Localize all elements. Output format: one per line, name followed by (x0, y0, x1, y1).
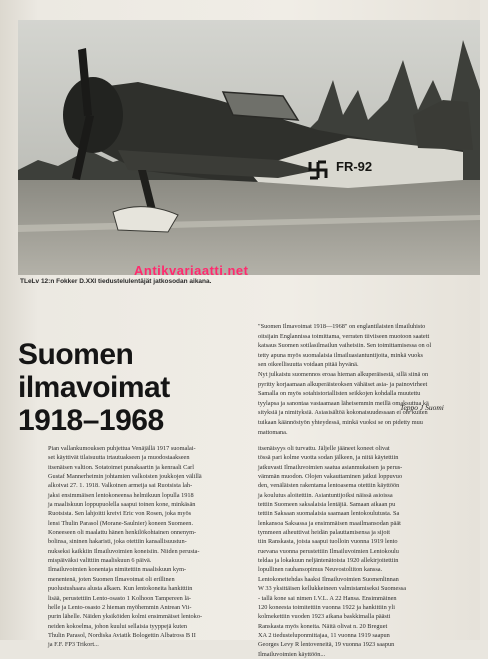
photo-caption: TLeLv 12:n Fokker D.XXI tiedustelulentäjät jatkosodan aikana. (20, 278, 212, 285)
body-line: alkoivat 27. 1. 1918. Valkoinen armeija sai Ruotsista lah- (48, 482, 193, 490)
body-line: jaksi ensimmäisen lentokoneensa helmikuun lopulla 1918 (48, 491, 194, 499)
intro-line: katsaus Suomen sotilasilmailun vaiheisiin. Sen toimittamisessa on ol (258, 342, 432, 350)
intro-line: Nyt julkaistu suomennos eroaa hieman alkuperäisestä, sillä siinä on (258, 370, 429, 378)
body-line: - tallä kone sai nimen I.V.L. A 22 Hansa. Ensimmäinen (258, 594, 397, 602)
body-line: tettiin Saksaan suomalaisia saamaan lentokoulutusta. Sa (258, 510, 400, 518)
title-line-1: Suomen (18, 338, 134, 371)
body-column-left (48, 444, 263, 650)
body-line: ja F.F. FP3 Trikort... (48, 641, 99, 649)
body-line: set käyttivät tilaisuutta irtautuakseen ja muodostaakseen (48, 454, 190, 462)
body-line: kolmekettiin vuoden 1923 aikana baskkimalla päästi (258, 613, 391, 621)
body-line: nukseksi kaikkiin Ilmailuvoimien koneisiin. Niiden perusta- (48, 547, 200, 555)
intro-line: Samalla on myös sotahistoriallisten seikkojen kohdalla muutettu (258, 390, 421, 398)
title-line-3: 1918–1968 (18, 404, 164, 437)
body-line: lisää, perustettiin Lento-osasto 1 Kolhoon Tampereen lä- (48, 594, 192, 602)
intro-line: mattomana. (258, 428, 288, 436)
intro-line: tyylapsa ja sanontaa vastaamaan läheisemmin meillä omaksuttua kä (258, 399, 429, 407)
body-line: Pian vallankumouksen puhjettua Venäjällä 1917 suomalai- (48, 445, 196, 452)
body-line: 120 koneesta toimitettiin vuonna 1922 ja hankittiin yli (258, 603, 395, 611)
aircraft-illustration (18, 20, 480, 275)
intro-line: sityksiä ja nimityksiä. Asiasisältöä kokonaisuudessaan ei ole kuiten (258, 409, 428, 417)
body-line: tettiin Suomeen saksalaisia lentäjiä. Samaan aikaan pu (258, 501, 396, 509)
body-line: mispäiväksi valittiin maaliskuun 6 päivä. (48, 557, 152, 565)
author-signature: Teppo J Suomi (400, 403, 444, 412)
intro-line: sen oikeellisuutta voidaan pitää hyvänä. (258, 361, 359, 369)
watermark-text: Antikvariaatti.net (134, 263, 249, 278)
body-line: jatkuvasti Ilmailuvoimien saatua asianmukaisen ja perus- (258, 463, 403, 471)
body-line: itsenäisyys oli turvattu. Jäljelle jääneet koneet olivat (258, 445, 390, 452)
body-line: ruevana vuonna perustettiin Ilmailuvoimien Lentokoulu (258, 547, 399, 555)
intro-line: tuikaan käännöstyön yhteydessä, minkä vuoksi se on pidetty muu (258, 418, 423, 426)
body-column-right (258, 444, 480, 659)
body-line: Ilmailuvoimien konentaja nimitettiin maaliskuun kym- (48, 566, 187, 574)
body-line: menentenä, joten Suomen Ilmavoimat oli erillinen (48, 575, 175, 583)
body-line: puolustushaara alusta alkaen. Kun lentokoneita hankittiin (48, 585, 193, 593)
body-line: tiin Ranskasta, joista saapui tuolloin vuonna 1919 lento (258, 538, 398, 546)
body-line: itsenäisen valtion. Sotatoimet punakaartin ja kenraali Carl (48, 463, 195, 471)
body-line: Koneeseen oli maalattu hänen henkilökohtainen onnenym- (48, 529, 197, 537)
body-line: Georges Levy R lentoveneitä, 19 vuonna 1923 saapun (258, 641, 395, 649)
body-line: den, venäläisten rakentama lentoasema otettiin käyttöön (258, 482, 400, 490)
body-line: bolinsa, sininen hakaristi, joka otettiin kansallisuustun- (48, 538, 187, 546)
body-line: lenkansoa Saksassa ja ensimmäisen maailmansodan päät (258, 519, 401, 527)
body-line: ja koulutus aloitettiin. Asiantuntijoiksi näissä asioissa (258, 491, 393, 499)
intro-line: tetty apuna myös suomalaisia ilmailuasiantuntijoita, minkä vuoks (258, 351, 423, 359)
body-line: lensi Thulin Parasol (Morane-Saulnier) koneen Suomeen. (48, 519, 194, 527)
body-line: teldaa ja lokakuun neljäntenätoista 1920 allekirjoitettiin (258, 557, 399, 565)
body-line: neiden kokoelma, johon kuului sellaisia tyyppejä kuten (48, 622, 188, 630)
body-line: Thulin Parasol, Nordiska Aviatik Bologettin Albatross B II (48, 631, 196, 639)
body-line: tymmeen aiheuttivat heidän palauttamisensa ja sijoit (258, 529, 391, 537)
body-line: Lentokoneitehdas haaksi Ilmailuvoimien Suomenlinnan (258, 575, 399, 583)
body-line: helle ja Lento-osasto 2 hieman myöhemmin Antrean Vii- (48, 603, 192, 611)
body-line: Gustaf Mannerheimin johtamien valkoisten joukkojen välillä (48, 473, 202, 481)
body-line: Ruotsista. Sen lahjoitti kreivi Eric von Rosen, joka myös (48, 510, 192, 518)
body-line: Ilmailuvoimien käyttöön... (258, 650, 326, 658)
intro-line: oitsijain Englannissa toimittama, verraten tiiviiseen muotoon saatett (258, 332, 430, 340)
intro-line: pyritty korjaamaan alkuperäisteoksen vähäiset asia- ja painovirheet (258, 380, 428, 388)
aircraft-marking: FR-92 (336, 159, 373, 174)
body-line: vämmän muodon. Olojen vakauttaminen jatkui loppuvuo (258, 473, 403, 481)
intro-line: "Suomen Ilmavoimat 1918—1968" on englantilaisten ilmailuhisto (258, 323, 426, 330)
intro-paragraph (258, 322, 488, 437)
body-line: tössä pari kolme vuotta sodan jälkeen, ja niitä käytettiin (258, 454, 399, 462)
article-title (18, 338, 228, 437)
body-line: Ranskasta myös koneita. Näitä olivat n. 20 Breguet (258, 622, 388, 630)
body-line: W 33 yksittäisen kellukkeineen valmistamiseksi Suomessa (258, 585, 407, 593)
title-line-2: ilmavoimat (18, 371, 170, 404)
body-line: XA 2 tiedusteluponmittajaa, 11 vuonna 1919 saapun (258, 631, 390, 639)
body-line: purin lähelle. Näiden yksiköiden kolmi ensimmäiset lentoko- (48, 613, 203, 621)
body-line: ja maaliskuun loppupuolella saapui toinen kone, minkäsän (48, 501, 196, 509)
body-line: lopullinen rauhansopimus Neuvostoliiton kanssa. (258, 566, 383, 574)
fokker-aircraft-photo (18, 20, 480, 275)
